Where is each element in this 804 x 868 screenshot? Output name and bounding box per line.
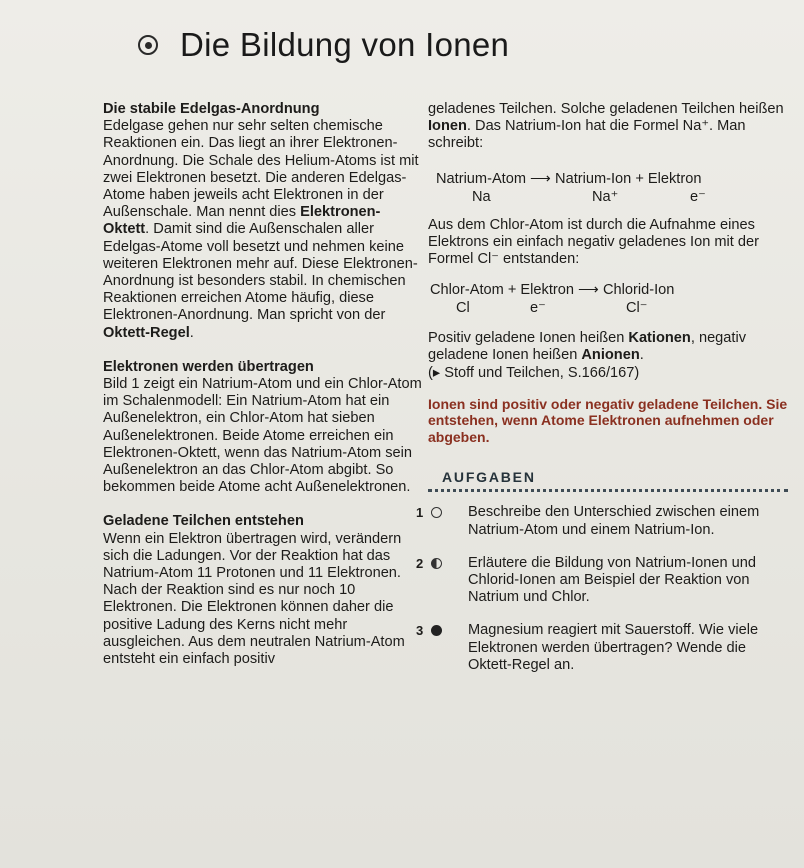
equation-chlor: [428, 282, 788, 316]
difficulty-medium-icon: [431, 558, 442, 569]
equation-line: Chlor-Atom + Elektron ⟶ Chlorid-Ion: [430, 282, 675, 299]
tasks-label: AUFGABEN: [442, 469, 536, 486]
paragraph-chlorid: Aus dem Chlor-Atom ist durch die Aufnahme eines Elektrons ein einfach negativ geladenes Ion mit der Formel Cl⁻ entstanden:: [428, 216, 759, 268]
task-item: [416, 622, 788, 674]
text-segment: .: [639, 347, 644, 364]
difficulty-hard-icon: [431, 625, 442, 636]
text-segment: .: [189, 324, 194, 341]
paragraph-uebertragen: Bild 1 zeigt ein Natrium-Atom und ein Chlor-Atom im Schalenmodell: Ein Natrium-Atom hat ein Außenelektron, ein Chlor-Atom hat sieben Außenelektronen. Beide Atome erreichen ein Elektronen-Oktett, wenn das Natrium-Atom sein Außenelektron an das Chlor-Atom abgibt. So bekommen beide Atome acht Außenelektronen.: [103, 376, 422, 496]
term-elektronen-oktett: Elektronen-Oktett: [103, 204, 381, 238]
text-segment: . Damit sind die Außenschalen aller Edelgas-Atome voll besetzt und nehmen keine weiteren Elektronen mehr auf. Diese Elektronen-Anordnung ist besonders stabil. In chemischen Reaktionen erreichen Atome häufig, diese Elektronen-Anordnung. Man spricht von der: [103, 221, 418, 324]
summary-box: Ionen sind positiv oder negativ geladene Teilchen. Sie entstehen, wenn Atome Elektronen aufnehmen oder abgeben.: [428, 395, 788, 445]
term-anionen: Anionen: [581, 347, 640, 364]
equation-natrium: [428, 171, 788, 205]
page-title: Die Bildung von Ionen: [180, 26, 510, 63]
tasks-header: [428, 467, 788, 492]
paragraph-edelgas: [103, 118, 423, 342]
text-segment: , negativ geladene Ionen heißen: [428, 330, 747, 364]
heading-edelgas: Die stabile Edelgas-Anordnung: [103, 101, 320, 117]
paragraph-geladene-teilchen: Wenn ein Elektron übertragen wird, verändern sich die Ladungen. Vor der Reaktion hat das Natrium-Atom 11 Protonen und 11 Elektronen. Nach der Reaktion sind es nur noch 10 Elektronen. Die Elektronen können daher die positive Ladung des Kerns nicht mehr ausgleichen. Aus dem neutralen Natrium-Atom entsteht ein einfach positiv: [103, 530, 405, 668]
symbol-electron: e⁻: [690, 188, 706, 205]
target-bullet-icon: [138, 35, 158, 55]
task-item: [416, 504, 788, 538]
symbol-cl-minus: Cl⁻: [626, 300, 648, 317]
task-text: Magnesium reagiert mit Sauerstoff. Wie viele Elektronen werden übertragen? Wende die Oktett-Regel an.: [468, 622, 759, 673]
text-segment: Positiv geladene Ionen heißen: [428, 330, 629, 347]
text-segment: geladenes Teilchen. Solche geladenen Teilchen heißen: [428, 101, 784, 117]
task-text: Beschreibe den Unterschied zwischen einem Natrium-Atom und einem Natrium-Ion.: [468, 504, 760, 538]
title-row: [138, 20, 509, 70]
equation-line: Natrium-Atom ⟶ Natrium-Ion + Elektron: [436, 170, 702, 187]
text-segment: . Das Natrium-Ion hat die Formel Na⁺. Man schreibt:: [428, 118, 746, 152]
term-ionen: Ionen: [428, 118, 467, 135]
difficulty-easy-icon: [431, 507, 442, 518]
heading-uebertragen: Elektronen werden übertragen: [103, 358, 314, 375]
term-kationen: Kationen: [628, 330, 691, 347]
text-segment: Edelgase gehen nur sehr selten chemische Reaktionen ein. Das liegt an ihrer Elektronen-Anordnung. Die Schale des Helium-Atoms ist mit zwei Elektronen besetzt. Die anderen Edelgas-Atome haben jeweils acht Elektronen in der Außenschale. Man nennt dies: [103, 118, 419, 221]
task-number: 1: [416, 505, 424, 521]
task-item: [416, 554, 788, 607]
left-column: [103, 101, 423, 668]
right-column: [416, 101, 788, 674]
paragraph-kationen-anionen: [428, 330, 788, 364]
task-text: Erläutere die Bildung von Natrium-Ionen und Chlorid-Ionen am Beispiel der Reaktion von Natrium und Chlor.: [468, 554, 756, 606]
cross-reference: (▸ Stoff und Teilchen, S.166/167): [428, 364, 640, 381]
symbol-cl: Cl: [456, 300, 470, 317]
term-oktett-regel: Oktett-Regel: [103, 324, 190, 341]
paragraph-ionen: [428, 101, 788, 153]
symbol-electron: e⁻: [530, 300, 546, 317]
task-number: 2: [416, 555, 424, 571]
symbol-na: Na: [472, 188, 491, 205]
symbol-na-plus: Na⁺: [592, 188, 619, 205]
task-number: 3: [416, 623, 424, 639]
heading-geladene-teilchen: Geladene Teilchen entstehen: [103, 513, 304, 530]
